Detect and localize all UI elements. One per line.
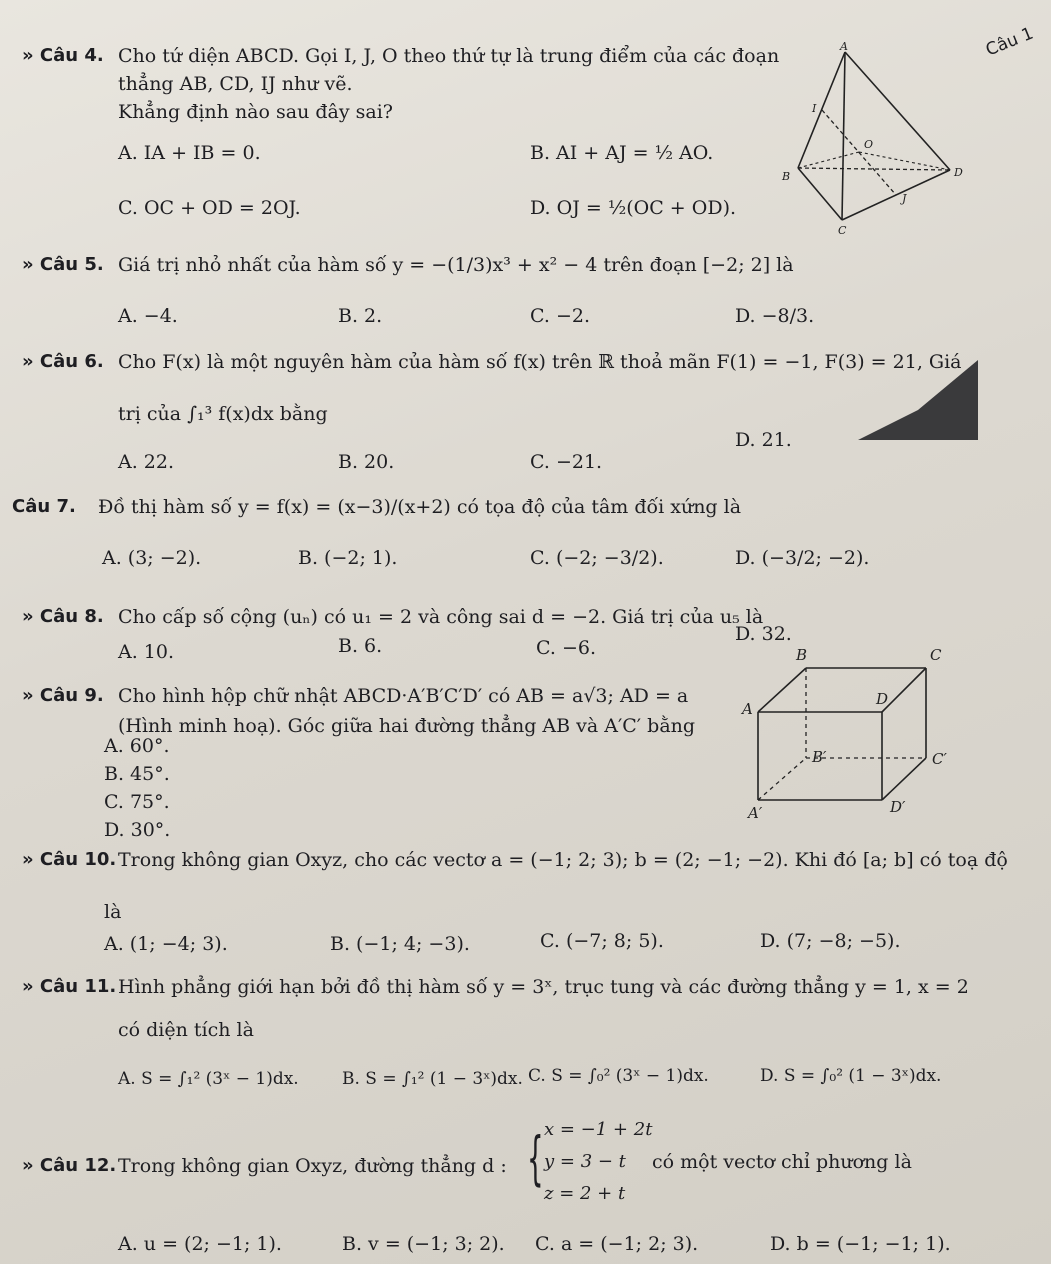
q6-option-d: D. 21. — [735, 429, 792, 451]
fig-label-d-prime: D′ — [890, 798, 906, 816]
q4-option-c: C. OC + OD = 2OJ. — [118, 197, 301, 219]
q12-text-post: có một vectơ chỉ phương là — [652, 1151, 912, 1173]
q10-option-d: D. (7; −8; −5). — [760, 930, 901, 952]
q9-option-d: D. 30°. — [104, 819, 171, 841]
q11-option-a: A. S = ∫₁² (3ˣ − 1)dx. — [118, 1069, 299, 1089]
fig-label-o: O — [864, 138, 874, 151]
q8-option-c: C. −6. — [536, 637, 596, 659]
q11-option-c: C. S = ∫₀² (3ˣ − 1)dx. — [528, 1066, 709, 1086]
edge-cd — [882, 668, 926, 712]
q6-option-c: C. −21. — [530, 451, 603, 473]
q5-label: » Câu 5. — [22, 254, 104, 275]
box-figure — [740, 640, 970, 834]
q7-text: Đồ thị hàm số y = f(x) = (x−3)/(x+2) có tọa độ của tâm đối xứng là — [98, 496, 742, 518]
q9-label: » Câu 9. — [22, 685, 104, 706]
q7-label: Câu 7. — [12, 496, 76, 517]
q11-label: » Câu 11. — [22, 976, 117, 997]
q7-option-b: B. (−2; 1). — [298, 547, 398, 569]
q4-line2: thẳng AB, CD, IJ như vẽ. — [118, 73, 353, 95]
q10-option-a: A. (1; −4; 3). — [104, 933, 228, 955]
edge-d-c — [882, 758, 926, 800]
q7-option-a: A. (3; −2). — [102, 547, 202, 569]
fig-label-a: A — [840, 40, 848, 53]
fig-label-c-prime: C′ — [932, 750, 947, 768]
q4-option-b: B. AI + AJ = ½ AO. — [530, 142, 714, 164]
edge-bc — [798, 168, 842, 220]
q7-option-c: C. (−2; −3/2). — [530, 547, 664, 569]
q6-line2: trị của ∫₁³ f(x)dx bằng — [118, 403, 328, 425]
q5-option-a: A. −4. — [118, 305, 178, 327]
fig-label-d: D — [954, 166, 963, 179]
q11-option-d: D. S = ∫₀² (1 − 3ˣ)dx. — [760, 1066, 942, 1086]
dark-corner-shape — [858, 360, 978, 444]
q12-system-line2: y = 3 − t — [544, 1151, 626, 1172]
fig-label-b: B — [782, 170, 791, 183]
q8-label: » Câu 8. — [22, 606, 104, 627]
fig-label-j: J — [902, 192, 907, 205]
fig-label-d: D — [876, 690, 889, 708]
q5-option-c: C. −2. — [530, 305, 590, 327]
q8-option-b: B. 6. — [338, 635, 383, 657]
q8-option-d: D. 32. — [735, 623, 792, 645]
fig-label-i: I — [812, 102, 817, 115]
q10-label: » Câu 10. — [22, 849, 117, 870]
q12-option-a: A. u = (2; −1; 1). — [118, 1233, 282, 1255]
q4-option-a: A. IA + IB = 0. — [118, 142, 261, 164]
q11-line2: có diện tích là — [118, 1019, 254, 1041]
q9-option-a: A. 60°. — [104, 735, 170, 757]
edge-ab — [798, 52, 845, 168]
q9-line2: (Hình minh hoạ). Góc giữa hai đường thẳng AB và A′C′ bằng — [118, 715, 696, 737]
edge-ab — [758, 668, 806, 712]
fig-label-c: C — [930, 646, 942, 664]
q4-option-d: D. OJ = ½(OC + OD). — [530, 197, 737, 219]
q12-option-c: C. a = (−1; 2; 3). — [535, 1233, 699, 1255]
edge-a-b — [758, 758, 806, 800]
q12-label: » Câu 12. — [22, 1155, 117, 1176]
fig-label-c: C — [838, 224, 847, 237]
fig-label-b-prime: B′ — [812, 748, 827, 766]
q10-line2: là — [104, 901, 122, 923]
tetrahedron-figure — [770, 40, 970, 244]
fig-label-a: A — [742, 700, 753, 718]
q10-line1: Trong không gian Oxyz, cho các vectơ a = (−1; 2; 3); b = (2; −1; −2). Khi đó [a; b] có toạ độ — [118, 849, 1008, 871]
q8-option-a: A. 10. — [118, 641, 175, 663]
q10-option-c: C. (−7; 8; 5). — [540, 930, 664, 952]
q4-line3: Khẳng định nào sau đây sai? — [118, 101, 393, 123]
q5-option-d: D. −8/3. — [735, 305, 815, 327]
q11-option-b: B. S = ∫₁² (1 − 3ˣ)dx. — [342, 1069, 523, 1089]
q12-option-b: B. v = (−1; 3; 2). — [342, 1233, 505, 1255]
edge-ac — [842, 52, 845, 220]
q7-option-d: D. (−3/2; −2). — [735, 547, 870, 569]
q6-line1: Cho F(x) là một nguyên hàm của hàm số f(x) trên ℝ thoả mãn F(1) = −1, F(3) = 21, Giá — [118, 351, 962, 373]
q10-option-b: B. (−1; 4; −3). — [330, 933, 470, 955]
q5-option-b: B. 2. — [338, 305, 383, 327]
fig-label-a-prime: A′ — [748, 804, 763, 822]
q12-brace: { — [527, 1124, 544, 1192]
q12-option-d: D. b = (−1; −1; 1). — [770, 1233, 951, 1255]
q6-option-b: B. 20. — [338, 451, 395, 473]
segment-ob — [798, 152, 859, 168]
q12-text-pre: Trong không gian Oxyz, đường thẳng d : — [118, 1155, 507, 1177]
q9-line1: Cho hình hộp chữ nhật ABCD·A′B′C′D′ có AB = a√3; AD = a — [118, 685, 689, 707]
q9-option-b: B. 45°. — [104, 763, 170, 785]
q12-system-line3: z = 2 + t — [544, 1183, 626, 1204]
q6-label: » Câu 6. — [22, 351, 104, 372]
q8-text: Cho cấp số cộng (uₙ) có u₁ = 2 và công sai d = −2. Giá trị của u₅ là — [118, 606, 764, 628]
q6-option-a: A. 22. — [118, 451, 175, 473]
q4-label: » Câu 4. — [22, 45, 104, 66]
q12-system-line1: x = −1 + 2t — [544, 1119, 653, 1140]
fig-label-b: B — [796, 646, 808, 664]
edge-label: Câu 1 — [983, 23, 1037, 61]
q11-line1: Hình phẳng giới hạn bởi đồ thị hàm số y = 3ˣ, trục tung và các đường thẳng y = 1, x = 2 — [118, 976, 969, 998]
q4-line1: Cho tứ diện ABCD. Gọi I, J, O theo thứ tự là trung điểm của các đoạn — [118, 45, 780, 67]
q9-option-c: C. 75°. — [104, 791, 170, 813]
q5-text: Giá trị nhỏ nhất của hàm số y = −(1/3)x³ + x² − 4 trên đoạn [−2; 2] là — [118, 254, 794, 276]
